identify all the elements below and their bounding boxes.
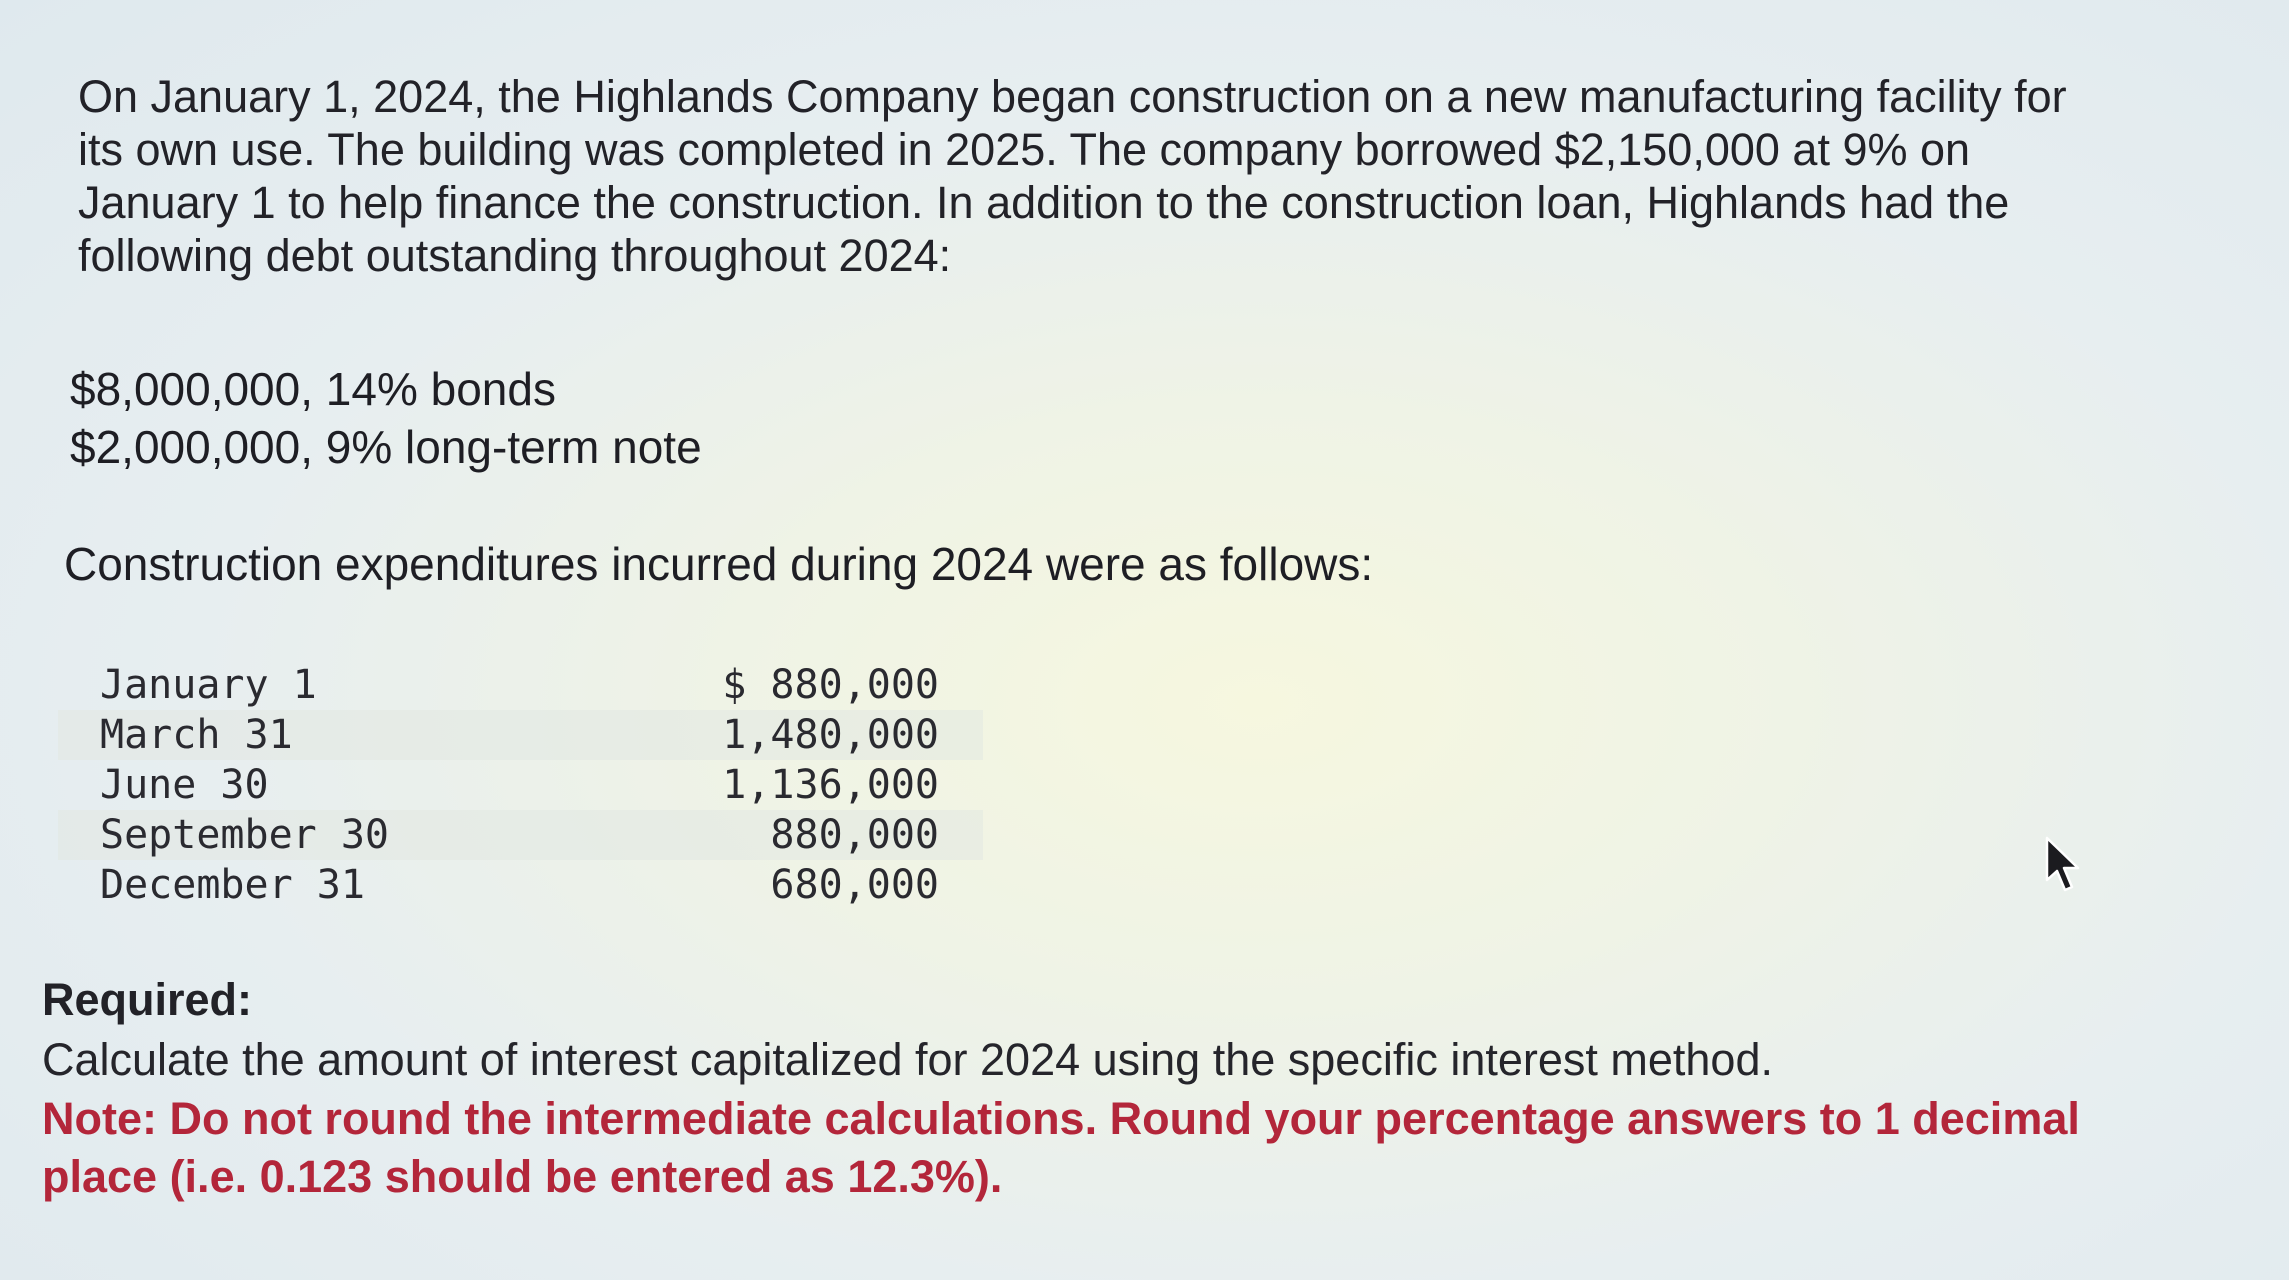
expenditure-amount: 880,000 [575, 810, 983, 860]
table-row [58, 710, 983, 760]
expenditure-amount: 680,000 [770, 862, 939, 908]
required-section [42, 970, 2192, 1206]
expenditure-date: March 31 [58, 710, 575, 760]
debt-item-note: $2,000,000, 9% long-term note [70, 421, 702, 473]
expenditure-date: June 30 [100, 762, 269, 808]
rounding-note: Note: Do not round the intermediate calculations. Round your percentage answers to 1 decimal place (i.e. 0.123 should be entered as 12.3%). [42, 1093, 2080, 1202]
table-row [58, 660, 983, 710]
table-row [58, 760, 983, 810]
required-heading: Required: [42, 974, 253, 1025]
table-row [58, 860, 983, 910]
debt-list [70, 360, 970, 476]
table-row [58, 810, 983, 860]
expenditure-amount: 1,136,000 [722, 762, 939, 808]
required-text: Calculate the amount of interest capitalized for 2024 using the specific interest method. [42, 1034, 1773, 1085]
expenditure-date: September 30 [58, 810, 575, 860]
debt-item-bonds: $8,000,000, 14% bonds [70, 363, 556, 415]
expenditure-date: December 31 [100, 862, 365, 908]
expenditures-heading: Construction expenditures incurred during 2024 were as follows: [64, 538, 1374, 590]
problem-intro: On January 1, 2024, the Highlands Company began construction on a new manufacturing facility for its own use. The building was completed in 2025. The company borrowed $2,150,000 at 9% on January 1 to help finance the construction. In addition to the construction loan, Highlands had the following debt outstanding throughout 2024: [78, 71, 2067, 281]
expenditure-amount: $ 880,000 [722, 662, 939, 708]
mouse-pointer-icon [2044, 836, 2084, 894]
expenditure-date: January 1 [100, 662, 317, 708]
expenditures-table [58, 660, 983, 910]
expenditure-amount: 1,480,000 [575, 710, 983, 760]
